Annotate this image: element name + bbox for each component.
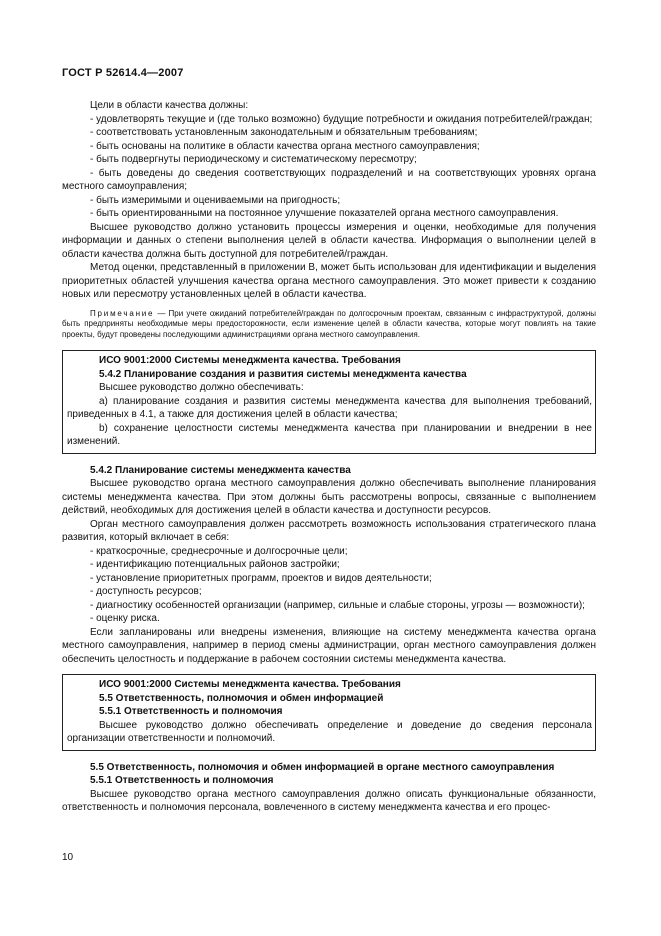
page-number: 10 <box>62 852 74 863</box>
objectives-paragraph: Метод оценки, представленный в приложении В, может быть использован для идентификации и выделения приоритетных областей улучшения качества органа местного самоуправления. Это может привести к созданию новых или пересмотру установленных целей в области качества. <box>62 262 596 300</box>
iso-requirements-box <box>62 674 596 751</box>
iso-requirements-box <box>62 350 596 454</box>
section-paragraph: Высшее руководство органа местного самоуправления должно описать функциональные обязанности, ответственность и полномочия персонала, вовлеченного в систему менеджмента качества и его процес- <box>62 788 596 814</box>
section-heading: 5.5 Ответственность, полномочия и обмен информацией в органе местного самоуправления <box>90 761 555 773</box>
iso-box-intro: Высшее руководство должно обеспечивать: <box>99 382 304 394</box>
iso-box-text: Высшее руководство должно обеспечивать определение и доведение до сведения персонала организации ответственности и полномочий. <box>67 719 592 745</box>
plan-item: - идентификацию потенциальных районов застройки; <box>90 559 340 571</box>
iso-box-subtitle: 5.4.2 Планирование создания и развития системы менеджмента качества <box>99 368 467 380</box>
objective-item: - быть основаны на политике в области качества органа местного самоуправления; <box>90 140 480 152</box>
plan-item: - установление приоритетных программ, проектов и видов деятельности; <box>90 572 432 584</box>
objectives-intro: Цели в области качества должны: <box>90 100 249 111</box>
objective-item: - быть доведены до сведения соответствующих подразделений и на соответствующих уровнях органа местного самоуправления; <box>62 167 596 192</box>
section-heading: 5.4.2 Планирование системы менеджмента качества <box>90 464 351 476</box>
note-label: Примечание <box>90 308 155 318</box>
plan-item: - диагностику особенностей организации (например, сильные и слабые стороны, угрозы — возможности); <box>90 599 585 611</box>
objectives-paragraph: Высшее руководство должно установить процессы измерения и оценки, необходимые для получения информации и данных о степени выполнения целей в области качества. Информация о выполнении целей в области качества должна быть доступной для потребителей/граждан. <box>62 221 596 260</box>
document-header: ГОСТ Р 52614.4—2007 <box>62 67 184 79</box>
iso-box-title: ИСО 9001:2000 Системы менеджмента качества. Требования <box>99 679 401 691</box>
iso-box-subsubtitle: 5.5.1 Ответственность и полномочия <box>99 706 283 718</box>
note-paragraph <box>62 309 596 341</box>
plan-item: - доступность ресурсов; <box>90 586 202 598</box>
plan-item: - оценку риска. <box>90 613 160 625</box>
iso-box-item: а) планирование создания и развития системы менеджмента качества для выполнения требований, приведенных в 4.1, а также для достижения целей в области качества; <box>67 395 592 421</box>
objective-item: - соответствовать установленным законодательным и обязательным требованиям; <box>90 127 478 138</box>
objective-item: - быть подвергнуты периодическому и систематическому пересмотру; <box>90 154 417 165</box>
section-paragraph: Если запланированы или внедрены изменения, влияющие на систему менеджмента качества органа местного самоуправления, например в период смены администрации, орган местного самоуправления должен обеспечить целостность и поддержание в рабочем состоянии системы менеджмента качества. <box>62 626 596 665</box>
objective-item: - быть измеримыми и оцениваемыми на пригодность; <box>90 194 341 206</box>
page-content <box>62 99 596 815</box>
section-paragraph: Орган местного самоуправления должен рассмотреть возможность использования стратегического плана развития, который включает в себя: <box>62 518 596 544</box>
objective-item: - удовлетворять текущие и (где только возможно) будущие потребности и ожидания потребителей/граждан; <box>90 113 593 125</box>
note-text: — При учете ожиданий потребителей/граждан по долгосрочным проектам, связанным с инфраструктурой, должны быть предприняты необходимые меры предосторожности, если изменение целей в области качества, которые могут повлиять на такие проекты, будут проведены последующими администрациями органа местного самоуправления. <box>62 308 596 339</box>
plan-item: - краткосрочные, среднесрочные и долгосрочные цели; <box>90 545 348 557</box>
iso-box-title: ИСО 9001:2000 Системы менеджмента качества. Требования <box>99 355 401 367</box>
objective-item: - быть ориентированными на постоянное улучшение показателей органа местного самоуправления. <box>90 208 559 219</box>
section-subheading: 5.5.1 Ответственность и полномочия <box>90 775 274 787</box>
section-paragraph: Высшее руководство органа местного самоуправления должно обеспечивать выполнение планирования системы менеджмента качества. При этом должны быть рассмотрены вопросы, связанные с выполнением действий, необходимых для достижения целей в области качества и доступности ресурсов. <box>62 478 596 517</box>
iso-box-item: b) сохранение целостности системы менеджмента качества при планировании и внедрении в нее изменений. <box>67 422 592 448</box>
iso-box-subtitle: 5.5 Ответственность, полномочия и обмен информацией <box>99 692 384 704</box>
